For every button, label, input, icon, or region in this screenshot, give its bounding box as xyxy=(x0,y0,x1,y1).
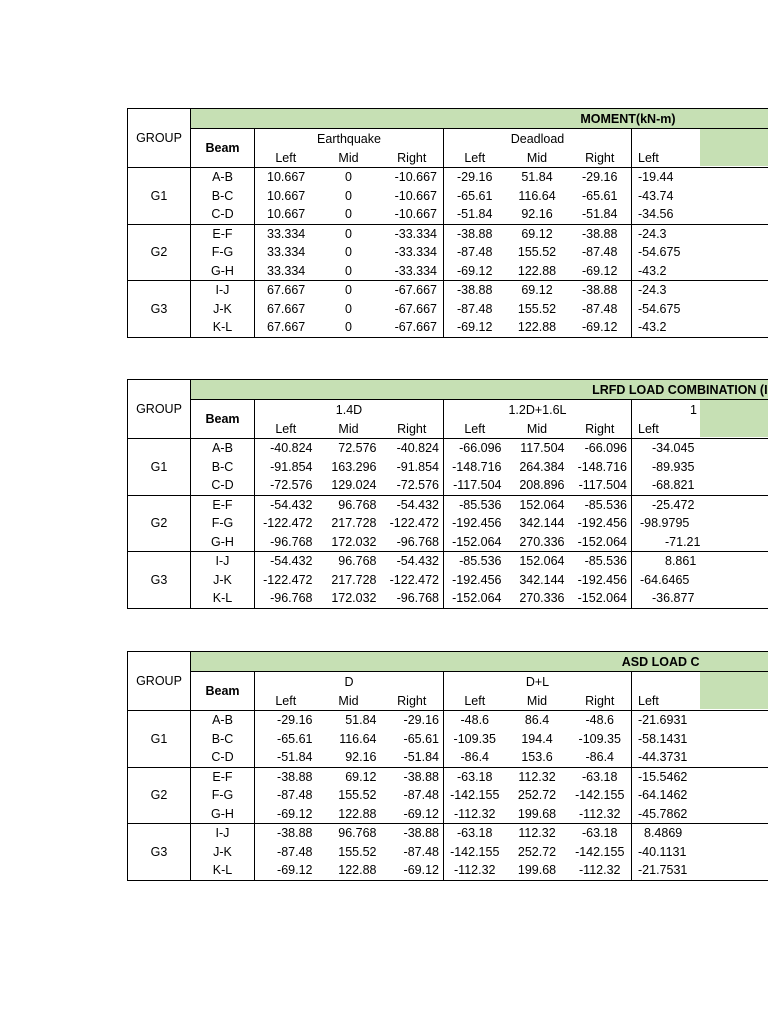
cell: -29.16 xyxy=(381,711,444,730)
cell: 116.64 xyxy=(518,188,556,203)
cell: -43.2 xyxy=(632,318,768,337)
cell: 67.667 xyxy=(255,318,317,337)
cell: 51.84 xyxy=(345,713,377,728)
cell: -63.18 xyxy=(569,824,632,843)
group-label: G1 xyxy=(128,711,191,768)
cell: -68.821 xyxy=(632,476,768,495)
table-row xyxy=(128,589,768,608)
cell: -48.6 xyxy=(460,713,489,728)
cell: 116.64 xyxy=(339,731,377,746)
cell: -33.334 xyxy=(381,243,444,262)
col-header: Mid xyxy=(317,419,381,439)
beam-label: F-G xyxy=(191,786,255,805)
cell: 10.667 xyxy=(255,205,317,224)
group-label: G3 xyxy=(128,552,191,609)
cell: -33.334 xyxy=(381,262,444,281)
moment-table xyxy=(127,108,768,338)
beam-label: J-K xyxy=(191,300,255,319)
cell: -43.2 xyxy=(632,262,768,281)
table-row xyxy=(128,300,768,319)
cell: -72.576 xyxy=(381,476,444,495)
cell: -21.7531 xyxy=(632,861,768,880)
beam-label: C-D xyxy=(191,748,255,767)
cell: 172.032 xyxy=(317,533,381,552)
cell: 342.144 xyxy=(519,516,565,531)
table-row xyxy=(128,805,768,824)
col-header: Right xyxy=(569,148,632,168)
cell: -85.536 xyxy=(569,552,632,571)
cell: 69.12 xyxy=(521,283,553,298)
cell: 208.896 xyxy=(506,476,569,495)
cell: -87.48 xyxy=(569,300,632,319)
cell: -91.854 xyxy=(270,459,313,474)
cell: -65.61 xyxy=(569,187,632,206)
cell: -122.472 xyxy=(263,516,313,531)
cell: 86.4 xyxy=(524,713,550,728)
beam-label: E-F xyxy=(191,224,255,243)
cell: -58.1431 xyxy=(638,731,688,746)
table-row xyxy=(128,824,768,843)
cell: -24.3 xyxy=(638,226,667,241)
group-label: G3 xyxy=(128,281,191,338)
table-row xyxy=(128,861,768,880)
cell: 8.861 xyxy=(665,554,697,569)
group-header: GROUP xyxy=(128,652,191,711)
cell: -10.667 xyxy=(381,168,444,187)
beam-label: F-G xyxy=(191,243,255,262)
cell: -38.88 xyxy=(277,769,313,784)
beam-label: K-L xyxy=(191,589,255,608)
cell: -38.88 xyxy=(381,824,444,843)
cell: -54.432 xyxy=(270,554,313,569)
cell: -15.5462 xyxy=(638,769,688,784)
cell: 172.032 xyxy=(317,589,381,608)
beam-label: J-K xyxy=(191,843,255,862)
cell: -34.56 xyxy=(632,205,768,224)
cell: -64.1462 xyxy=(638,788,688,803)
cell: -69.12 xyxy=(444,318,506,337)
cell: -69.12 xyxy=(255,805,317,824)
cell: -40.1131 xyxy=(638,844,687,859)
cell: -54.675 xyxy=(638,245,681,260)
cell: -38.88 xyxy=(569,224,632,243)
cell: -152.064 xyxy=(444,589,506,608)
cell: -117.504 xyxy=(569,476,632,495)
cell: 96.768 xyxy=(338,554,377,569)
cell: 92.16 xyxy=(317,748,381,767)
case-header: Deadload xyxy=(444,129,632,149)
cell: -25.472 xyxy=(652,497,695,512)
cell: 129.024 xyxy=(317,476,381,495)
cell: -192.456 xyxy=(452,572,502,587)
cell: -87.48 xyxy=(569,243,632,262)
cell: -85.536 xyxy=(569,495,632,514)
cell: -69.12 xyxy=(569,318,632,337)
beam-label: I-J xyxy=(191,552,255,571)
cell: 0 xyxy=(317,318,381,337)
group-label: G2 xyxy=(128,224,191,281)
cell: 342.144 xyxy=(519,572,565,587)
cell: -87.48 xyxy=(457,245,493,260)
cell: -192.456 xyxy=(569,514,632,533)
cell: -96.768 xyxy=(381,589,444,608)
cell: 0 xyxy=(317,262,381,281)
group-label: G1 xyxy=(128,168,191,225)
cell: 69.12 xyxy=(345,769,377,784)
cell: -24.3 xyxy=(638,283,667,298)
cell: 33.334 xyxy=(267,226,306,241)
table-row xyxy=(128,243,768,262)
cell: -148.716 xyxy=(569,458,632,477)
table-title: LRFD LOAD COMBINATION (I xyxy=(191,380,768,400)
cell: -48.6 xyxy=(569,711,632,730)
cell: 270.336 xyxy=(506,533,569,552)
cell: -38.88 xyxy=(277,826,313,841)
case-header: 1 xyxy=(690,402,697,417)
group-label: G2 xyxy=(128,495,191,552)
cell: -66.096 xyxy=(569,439,632,458)
cell: -67.667 xyxy=(381,281,444,300)
cell: 92.16 xyxy=(506,205,569,224)
table-row xyxy=(128,571,768,590)
cell: -64.6465 xyxy=(640,572,690,587)
asd-table xyxy=(127,651,768,881)
cell: -87.48 xyxy=(277,844,313,859)
cell: 199.68 xyxy=(506,805,569,824)
table-row xyxy=(128,187,768,206)
group-label: G2 xyxy=(128,767,191,824)
col-header: Mid xyxy=(506,419,569,439)
col-header: Right xyxy=(569,691,632,711)
cell: 8.4869 xyxy=(644,826,683,841)
cell: -96.768 xyxy=(255,589,317,608)
cell: -96.768 xyxy=(255,533,317,552)
table-row xyxy=(128,514,768,533)
cell: 217.728 xyxy=(331,516,377,531)
case-header: 1.4D xyxy=(255,400,444,420)
cell: -19.44 xyxy=(638,170,674,185)
table-row xyxy=(128,843,768,862)
table-row xyxy=(128,552,768,571)
cell: -34.045 xyxy=(652,441,695,456)
cell: -142.155 xyxy=(450,788,500,803)
col-header: Left xyxy=(632,148,768,168)
beam-label: J-K xyxy=(191,571,255,590)
cell: -29.16 xyxy=(277,713,313,728)
beam-label: I-J xyxy=(191,824,255,843)
cell: -10.667 xyxy=(381,205,444,224)
beam-label: A-B xyxy=(191,168,255,187)
cell: -192.456 xyxy=(569,571,632,590)
cell: -67.667 xyxy=(381,318,444,337)
cell: 112.32 xyxy=(518,826,556,841)
cell: -192.456 xyxy=(452,516,502,531)
cell: -33.334 xyxy=(381,224,444,243)
table-row xyxy=(128,533,768,552)
beam-label: G-H xyxy=(191,805,255,824)
beam-label: E-F xyxy=(191,495,255,514)
table-row xyxy=(128,476,768,495)
col-header: Left xyxy=(255,691,317,711)
case-header: 1.2D+1.6L xyxy=(444,400,632,420)
cell: 72.576 xyxy=(338,441,377,456)
beam-header: Beam xyxy=(191,672,255,711)
cell: -65.61 xyxy=(381,730,444,749)
cell: 33.334 xyxy=(267,245,306,260)
cell: -96.768 xyxy=(381,533,444,552)
table-row xyxy=(128,168,768,187)
cell: 0 xyxy=(345,188,352,203)
group-label: G3 xyxy=(128,824,191,881)
cell: 10.667 xyxy=(267,170,306,185)
beam-label: F-G xyxy=(191,514,255,533)
cell: 264.384 xyxy=(519,459,565,474)
table-row xyxy=(128,318,768,337)
beam-header: Beam xyxy=(191,129,255,168)
cell: 252.72 xyxy=(517,844,557,859)
cell: 112.32 xyxy=(518,769,556,784)
cell: -117.504 xyxy=(444,476,506,495)
cell: -65.61 xyxy=(457,188,493,203)
col-header: Left xyxy=(255,419,317,439)
cell: -38.88 xyxy=(569,281,632,300)
cell: 152.064 xyxy=(519,497,565,512)
cell: 0 xyxy=(345,245,352,260)
cell: -54.432 xyxy=(381,495,444,514)
col-header: Mid xyxy=(317,691,381,711)
beam-label: I-J xyxy=(191,281,255,300)
cell: -51.84 xyxy=(255,748,317,767)
cell: 155.52 xyxy=(517,301,557,316)
cell: 0 xyxy=(345,226,352,241)
col-header: Left xyxy=(255,148,317,168)
beam-label: C-D xyxy=(191,476,255,495)
table-row xyxy=(128,439,768,458)
col-header: Mid xyxy=(506,691,569,711)
beam-label: G-H xyxy=(191,262,255,281)
cell: 69.12 xyxy=(521,226,553,241)
beam-label: B-C xyxy=(191,458,255,477)
cell: 122.88 xyxy=(317,805,381,824)
cell: -71.21 xyxy=(632,533,768,552)
cell: -44.3731 xyxy=(632,748,768,767)
cell: 153.6 xyxy=(506,748,569,767)
cell: -63.18 xyxy=(457,769,493,784)
cell: 122.88 xyxy=(506,262,569,281)
table-row xyxy=(128,458,768,477)
cell: -87.48 xyxy=(381,786,444,805)
group-header: GROUP xyxy=(128,109,191,168)
cell: -69.12 xyxy=(569,262,632,281)
cell: -142.155 xyxy=(569,843,632,862)
col-header: Left xyxy=(632,691,768,711)
cell: 10.667 xyxy=(267,188,306,203)
cell: -29.16 xyxy=(457,170,493,185)
cell: -87.48 xyxy=(277,788,313,803)
cell: 122.88 xyxy=(317,861,381,880)
table-row xyxy=(128,767,768,786)
beam-label: K-L xyxy=(191,318,255,337)
beam-label: C-D xyxy=(191,205,255,224)
table-row xyxy=(128,786,768,805)
case-header: D+L xyxy=(444,672,632,692)
lrfd-table xyxy=(127,379,768,609)
cell: -86.4 xyxy=(569,748,632,767)
cell: -29.16 xyxy=(569,168,632,187)
cell: -21.6931 xyxy=(638,713,688,728)
cell: -152.064 xyxy=(569,589,632,608)
cell: -10.667 xyxy=(381,187,444,206)
beam-label: G-H xyxy=(191,533,255,552)
cell: -67.667 xyxy=(381,300,444,319)
cell: 252.72 xyxy=(517,788,557,803)
col-header: Left xyxy=(444,419,506,439)
cell: 96.768 xyxy=(338,497,377,512)
table-row xyxy=(128,495,768,514)
cell: 270.336 xyxy=(506,589,569,608)
cell: -85.536 xyxy=(459,554,502,569)
cell: -69.12 xyxy=(381,861,444,880)
cell: -45.7862 xyxy=(632,805,768,824)
cell: -148.716 xyxy=(452,459,502,474)
col-header: Left xyxy=(444,691,506,711)
col-header: Right xyxy=(381,148,444,168)
cell: -40.824 xyxy=(381,439,444,458)
table-row xyxy=(128,730,768,749)
cell: -122.472 xyxy=(381,514,444,533)
cell: -72.576 xyxy=(255,476,317,495)
cell: -63.18 xyxy=(457,826,493,841)
cell: -66.096 xyxy=(459,441,502,456)
case-header: Earthquake xyxy=(255,129,444,149)
cell: -109.35 xyxy=(453,731,496,746)
table-title: ASD LOAD C xyxy=(191,652,768,672)
cell: -98.9795 xyxy=(640,516,690,531)
cell: -112.32 xyxy=(444,805,506,824)
cell: -40.824 xyxy=(270,441,313,456)
cell: 155.52 xyxy=(517,245,557,260)
cell: -91.854 xyxy=(381,458,444,477)
cell: 122.88 xyxy=(506,318,569,337)
table-row xyxy=(128,711,768,730)
cell: -65.61 xyxy=(277,731,313,746)
cell: 0 xyxy=(345,170,352,185)
table-row xyxy=(128,224,768,243)
cell: 51.84 xyxy=(521,170,553,185)
cell: 117.504 xyxy=(520,441,565,456)
group-label: G1 xyxy=(128,439,191,496)
cell: -112.32 xyxy=(569,861,632,880)
col-header: Left xyxy=(444,148,506,168)
cell: -122.472 xyxy=(381,571,444,590)
cell: 67.667 xyxy=(267,301,306,316)
beam-label: B-C xyxy=(191,730,255,749)
table-row xyxy=(128,748,768,767)
beam-label: E-F xyxy=(191,767,255,786)
col-header: Mid xyxy=(317,148,381,168)
cell: -38.88 xyxy=(457,283,493,298)
cell: -69.12 xyxy=(255,861,317,880)
cell: -51.84 xyxy=(381,748,444,767)
cell: -112.32 xyxy=(569,805,632,824)
cell: 163.296 xyxy=(331,459,377,474)
table-title: MOMENT(kN-m) xyxy=(191,109,768,129)
cell: -112.32 xyxy=(444,861,506,880)
cell: -54.432 xyxy=(381,552,444,571)
cell: -69.12 xyxy=(381,805,444,824)
cell: 67.667 xyxy=(267,283,306,298)
case-header: D xyxy=(255,672,444,692)
beam-label: K-L xyxy=(191,861,255,880)
cell: -142.155 xyxy=(450,844,500,859)
cell: -51.84 xyxy=(569,205,632,224)
cell: 0 xyxy=(345,283,352,298)
cell: -122.472 xyxy=(263,572,313,587)
table-row xyxy=(128,281,768,300)
cell: 0 xyxy=(345,301,352,316)
beam-label: A-B xyxy=(191,439,255,458)
cell: -43.74 xyxy=(638,188,674,203)
cell: -51.84 xyxy=(444,205,506,224)
cell: -36.877 xyxy=(632,589,768,608)
cell: -109.35 xyxy=(569,730,632,749)
cell: 199.68 xyxy=(506,861,569,880)
cell: -63.18 xyxy=(569,767,632,786)
cell: -86.4 xyxy=(444,748,506,767)
col-header: Right xyxy=(381,419,444,439)
cell: 33.334 xyxy=(255,262,317,281)
col-header: Right xyxy=(381,691,444,711)
table-row xyxy=(128,262,768,281)
cell: 194.4 xyxy=(521,731,553,746)
cell: 155.52 xyxy=(338,788,377,803)
cell: -69.12 xyxy=(444,262,506,281)
col-header: Mid xyxy=(506,148,569,168)
cell: -87.48 xyxy=(457,301,493,316)
cell: -89.935 xyxy=(652,459,695,474)
col-header: Right xyxy=(569,419,632,439)
cell: -152.064 xyxy=(569,533,632,552)
cell: -152.064 xyxy=(444,533,506,552)
group-header: GROUP xyxy=(128,380,191,439)
cell: -87.48 xyxy=(381,843,444,862)
cell: -38.88 xyxy=(381,767,444,786)
beam-header: Beam xyxy=(191,400,255,439)
cell: 155.52 xyxy=(338,844,377,859)
beam-label: B-C xyxy=(191,187,255,206)
beam-label: A-B xyxy=(191,711,255,730)
cell: -85.536 xyxy=(459,497,502,512)
cell: 0 xyxy=(317,205,381,224)
cell: -142.155 xyxy=(569,786,632,805)
cell: -54.432 xyxy=(270,497,313,512)
table-row xyxy=(128,205,768,224)
cell: -54.675 xyxy=(638,301,681,316)
col-header: Left xyxy=(632,419,768,439)
cell: 96.768 xyxy=(338,826,377,841)
cell: 217.728 xyxy=(331,572,377,587)
cell: 152.064 xyxy=(519,554,565,569)
cell: -38.88 xyxy=(457,226,493,241)
